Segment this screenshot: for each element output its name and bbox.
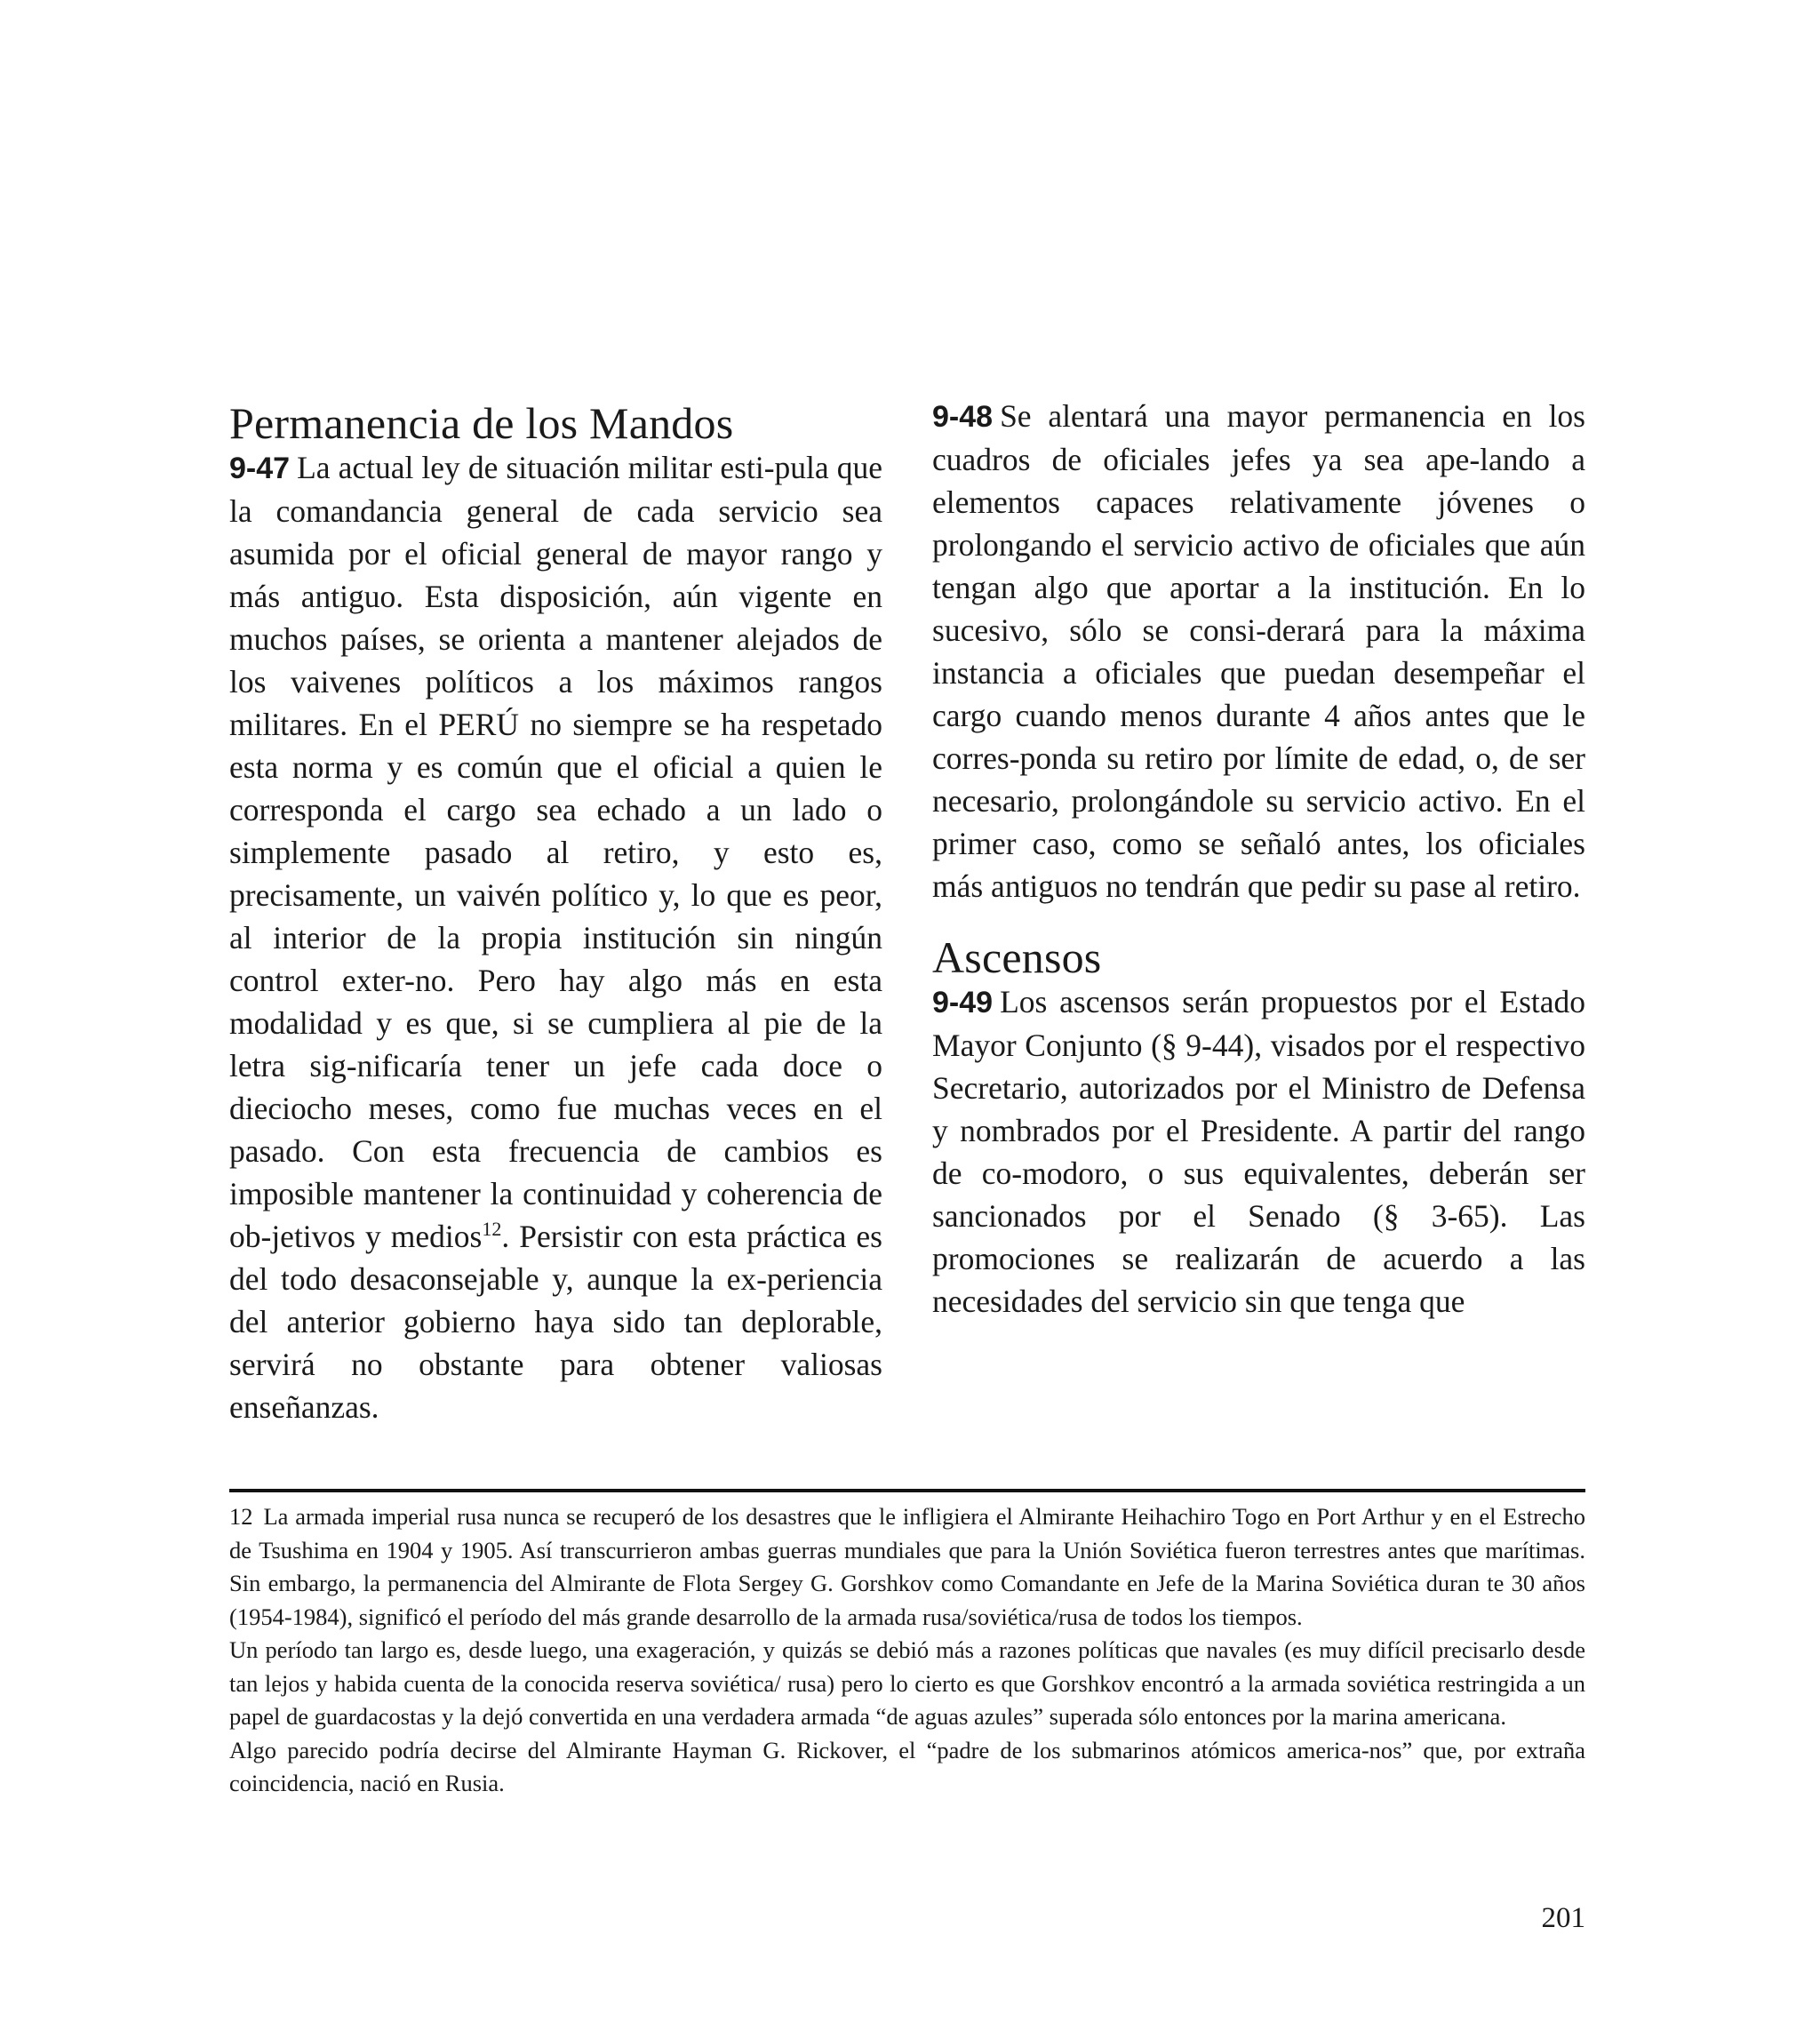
- footnotes: [229, 1500, 1585, 1801]
- footnote-12-paragraph-2: Un período tan largo es, desde luego, una exageración, y quizás se debió más a razones políticas que navales (es muy difícil precisarlo desde tan lejos y habida cuenta de la conocida reserva soviética/ rusa) pero lo cierto es que Gorshkov encontró a la armada soviética restringida a un papel de guardacostas y la dejó convertida en una verdadera armada “de aguas azules” superada sólo entonces por la marina americana.: [229, 1636, 1585, 1730]
- footnote-text: La armada imperial rusa nunca se recuperó de los desastres que le infligiera el Almirante Heihachiro Togo en Port Arthur y en el Estrecho de Tsushima en 1904 y 1905. Así transcurrieron ambas guerras mundiales que para la Unión Soviética fueron terrestres antes que marítimas. Sin embargo, la permanencia del Almirante de Flota Sergey G. Gorshkov como Comandante en Jefe de la Marina Soviética duran te 30 años (1954-1984), significó el período del más grande desarrollo de la armada rusa/soviética/rusa de todos los tiempos.: [229, 1503, 1585, 1630]
- paragraph-number: 9-47: [229, 452, 291, 485]
- section-heading-ascensos: Ascensos: [932, 932, 1102, 982]
- footnote-reference[interactable]: 12: [482, 1218, 502, 1241]
- footnote-12-paragraph-1: [229, 1500, 1585, 1634]
- page-number: 201: [1541, 1902, 1585, 1934]
- paragraph-text: Se alentará una mayor permanencia en los cuadros de oficiales jefes ya sea ape-lando a elementos capaces relativamente jóvenes o prolongando el servicio activo de oficiales que aún tengan algo que aportar a la institución. En lo sucesivo, sólo se consi-derará para la máxima instancia a oficiales que puedan desempeñar el cargo cuando menos durante 4 años antes que le corres-ponda su retiro por límite de edad, o, de ser necesario, prolongándole su servicio activo. En el primer caso, como se señaló antes, los oficiales más antiguos no tendrán que pedir su pase al retiro.: [932, 398, 1585, 904]
- footnote-12-paragraph-3: Algo parecido podría decirse del Almirante Hayman G. Rickover, el “padre de los submarinos atómicos america-nos” que, por extraña coincidencia, nació en Rusia.: [229, 1736, 1585, 1796]
- paragraph-9-48: [932, 395, 1585, 908]
- paragraph-text: La actual ley de situación militar esti-pula que la comandancia general de cada servicio sea asumida por el oficial general de mayor rango y más antiguo. Esta disposición, aún vigente en muchos países, se orienta a mantener alejados de los vaivenes políticos a los máximos rangos militares. En el PERÚ no siempre se ha respetado esta norma y es común que el oficial a quien le corresponda el cargo sea echado a un lado o simplemente pasado al retiro, y esto es, precisamente, un vaivén político y, lo que es peor, al interior de la propia institución sin ningún control exter-no. Pero hay algo más en esta modalidad y es que, si se cumpliera al pie de la letra sig-nificaría tener un jefe cada doce o dieciocho meses, como fue muchas veces en el pasado. Con esta frecuencia de cambios es imposible mantener la continuidad y coherencia de ob-jetivos y medios: [229, 450, 882, 1254]
- paragraph-text-continued: . Persistir con esta práctica es del todo desaconsejable y, aunque la ex-periencia del anterior gobierno haya sido tan deplorable, servirá no obstante para obtener valiosas enseñanzas.: [229, 1219, 882, 1425]
- left-column: [229, 396, 882, 1428]
- paragraph-9-47: [229, 446, 882, 1428]
- paragraph-number: 9-49: [932, 986, 994, 1019]
- paragraph-text: Los ascensos serán propuestos por el Estado Mayor Conjunto (§ 9-44), visados por el respectivo Secretario, autorizados por el Ministro de Defensa y nombrados por el Presidente. A partir del rango de co-modoro, o sus equivalentes, deberán ser sancionados por el Senado (§ 3-65). Las promociones se realizarán de acuerdo a las necesidades del servicio sin que tenga que: [932, 984, 1585, 1319]
- paragraph-number: 9-48: [932, 400, 994, 434]
- footnote-separator: [229, 1489, 1585, 1492]
- section-heading-permanencia: Permanencia de los Mandos: [229, 398, 734, 448]
- footnote-number: 12: [229, 1503, 253, 1530]
- right-column: [932, 395, 1585, 1323]
- paragraph-9-49: [932, 980, 1585, 1323]
